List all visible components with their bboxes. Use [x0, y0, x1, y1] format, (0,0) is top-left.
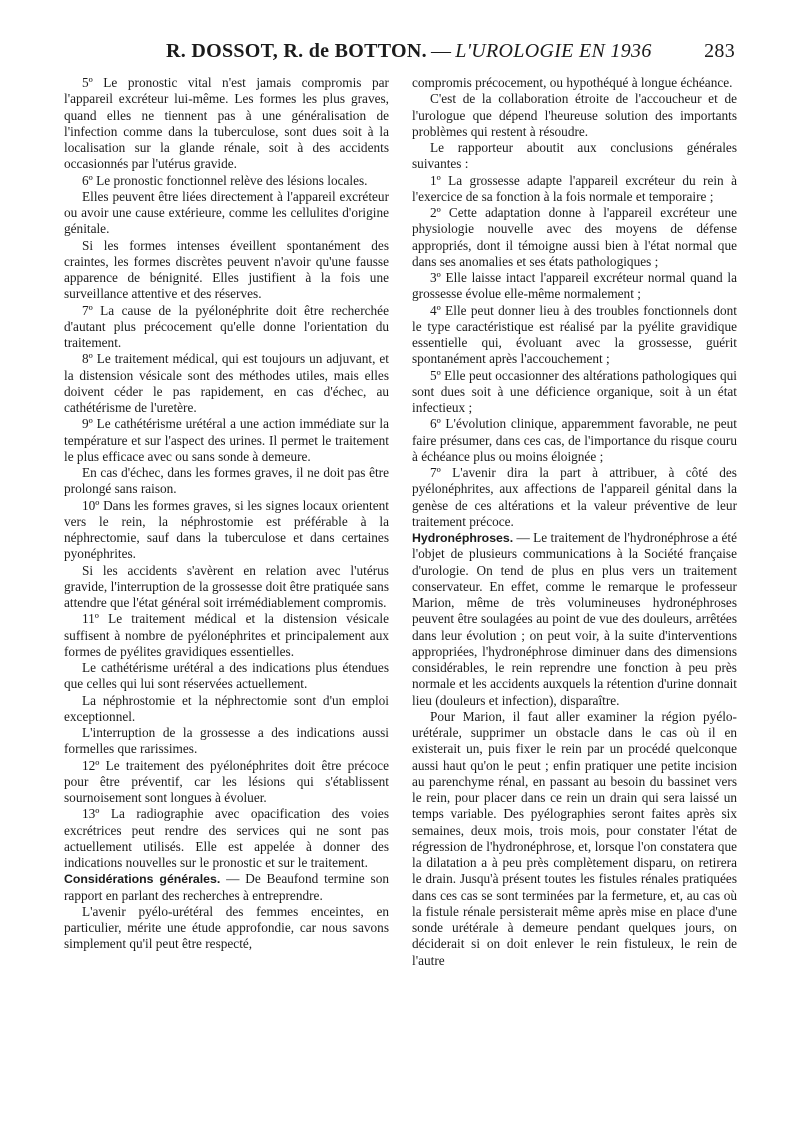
paragraph: Le rapporteur aboutit aux conclusions générales suivantes :	[412, 140, 737, 172]
paragraph: Le cathétérisme urétéral a des indications plus étendues que celles qui lui sont réservées actuellement.	[64, 660, 389, 692]
left-column	[64, 75, 389, 953]
right-column	[412, 75, 737, 969]
paragraph: 2º Cette adaptation donne à l'appareil excréteur une physiologie nouvelle avec des moyens de défense appropriés, dont il témoigne aussi bien à l'état normal que dans ses anomalies et ses états pathologiques ;	[412, 205, 737, 269]
paragraph: L'avenir pyélo-urétéral des femmes enceintes, en particulier, mérite une étude approfondie, car nous savons simplement qu'il peut être respecté,	[64, 903, 389, 952]
paragraph: 1º La grossesse adapte l'appareil excréteur du rein à l'exercice de sa fonction à la fois normale et temporaire ;	[412, 172, 737, 204]
header-authors: R. DOSSOT, R. de BOTTON.	[166, 40, 427, 62]
header-separator: —	[430, 40, 452, 62]
section-paragraph-considerations	[64, 871, 389, 904]
paragraph: En cas d'échec, dans les formes graves, il ne doit pas être prolongé sans raison.	[64, 465, 389, 497]
paragraph: 4º Elle peut donner lieu à des troubles fonctionnels dont le type caractéristique est réalisé par la pyélite gravidique essentielle qui, évoluant avec la grossesse, guérit spontanément après l'accouchement ;	[412, 302, 737, 367]
paragraph: 7º L'avenir dira la part à attribuer, à côté des pyélonéphrites, aux affections de l'appareil génital dans la genèse de ces altérations et la valeur préventive de leur traitement précoce.	[412, 465, 737, 529]
paragraph: La néphrostomie et la néphrectomie sont d'un emploi exceptionnel.	[64, 692, 389, 724]
paragraph: L'interruption de la grossesse a des indications aussi formelles que rarissimes.	[64, 725, 389, 757]
paragraph-text: — Le traitement de l'hydronéphrose a été l'objet de plusieurs communications à la Société française d'urologie. On tend de plus en plus vers un traitement conservateur. En effet, comme le remarque le professeur Marion, même de très volumineuses hydronéphroses peuvent être soulagées au point de vue des douleurs, arrêtées dans leur évolution ; on peut voir, à la suite d'interventions appropriées, l'hydronéphrose diminuer dans des dimensions considérables, le rein reprendre une fonction à peu près normale et les accidents auxquels la rétention d'urine donnait lieu (douleurs et infection), disparaître.	[412, 530, 737, 708]
section-heading-hydronephroses: Hydronéphroses.	[412, 531, 514, 545]
paragraph: 11º Le traitement médical et la distension vésicale suffisent à nombre de pyélonéphrites et principalement aux formes de pyélites gravidiques essentielles.	[64, 611, 389, 659]
section-heading-considerations: Considérations générales.	[64, 872, 221, 887]
paragraph: 6º L'évolution clinique, apparemment favorable, ne peut faire présumer, dans ces cas, de l'importance du risque couru à échéance plus ou moins éloignée ;	[412, 416, 737, 464]
paragraph: 12º Le traitement des pyélonéphrites doit être précoce pour être préventif, car les lésions qui s'établissent sournoisement sont longues à évoluer.	[64, 757, 389, 805]
paragraph: Si les formes intenses éveillent spontanément des craintes, les formes discrètes peuvent n'avoir qu'une fausse apparence de bénignité. Elles justifient à la fois une surveillance attentive et des réserves.	[64, 237, 389, 302]
section-paragraph-hydronephroses	[412, 530, 737, 709]
paragraph: 13º La radiographie avec opacification des voies excrétrices peut rendre des services qui ne sont pas actuellement utilisés. Elle est appelée à donner des indications nouvelles sur le pronostic et sur le traitement.	[64, 806, 389, 870]
page-header	[70, 40, 735, 68]
paragraph: compromis précocement, ou hypothéqué à longue échéance.	[412, 75, 733, 90]
paragraph: 7º La cause de la pyélonéphrite doit être recherchée d'autant plus précocement qu'elle donne l'orientation du traitement.	[64, 302, 389, 350]
paragraph: 9º Le cathétérisme urétéral a une action immédiate sur la température et sur l'aspect des urines. Il permet le traitement le plus efficace avec ou sans sonde à demeure.	[64, 416, 389, 464]
paragraph: Pour Marion, il faut aller examiner la région pyélo-urétérale, supprimer un obstacle dans le cas où il en existerait un, puis fixer le rein par un procédé quelconque aussi haut qu'on le peut ; enfin pratiquer une petite incision au parenchyme rénal, en passant au besoin du bassinet vers le rein, pour placer dans ce rein un drain qui sera laissé un temps variable. Des pyélographies seront faites après six semaines, deux mois, trois mois, pour constater l'état de régression de l'hydronéphrose, et, lorsque l'on constatera que la dilatation a à peu près complètement disparu, on retirera le drain. Jusqu'à présent toutes les fistules rénales pratiquées dans ces cas se sont terminées par la fermeture, et, au cas où la fistule rénale persisterait même après mise en place d'une sonde urétérale à demeure pendant quelques jours, on déciderait si on doit enlever le rein fistuleux, le rein de l'autre	[412, 708, 737, 968]
paragraph: 10º Dans les formes graves, si les signes locaux orientent vers le rein, la néphrostomie est préférable à la néphrectomie, sauf dans la tuberculose et dans certaines pyonéphrites.	[64, 497, 389, 562]
paragraph: 5º Le pronostic vital n'est jamais compromis par l'appareil excréteur lui-même. Les formes les plus graves, quand elles ne tiennent pas à une généralisation de l'infection comme dans la tuberculose, sont dues soit à la localisation sur la glande rénale, soit à des accidents occasionnés par l'utérus gravide.	[64, 75, 389, 172]
paragraph-text: — De Beaufond termine son rapport en parlant des recherches à entreprendre.	[64, 871, 389, 903]
page-number: 283	[704, 40, 735, 62]
paragraph: 6º Le pronostic fonctionnel relève des lésions locales.	[82, 172, 368, 188]
paragraph: 8º Le traitement médical, qui est toujours un adjuvant, et la distension vésicale sont des méthodes utiles, mais elles doivent céder le pas rapidement, en cas d'échec, au cathétérisme de l'uretère.	[64, 351, 389, 415]
paragraph: 5º Elle peut occasionner des altérations pathologiques qui sont dues soit à une déficience organique, soit à un état infectieux ;	[412, 367, 737, 415]
paragraph: Elles peuvent être liées directement à l'appareil excréteur ou avoir une cause extérieure, comme les cellulites d'origine génitale.	[64, 188, 389, 237]
paragraph: Si les accidents s'avèrent en relation avec l'utérus gravide, l'interruption de la grossesse doit être pratiquée sans attendre que l'état général soit irrémédiablement compromis.	[64, 562, 389, 610]
running-title	[166, 40, 652, 63]
paragraph: 3º Elle laisse intact l'appareil excréteur normal quand la grossesse évolue elle-même normalement ;	[412, 270, 737, 302]
header-journal-title: L'UROLOGIE EN 1936	[455, 40, 652, 62]
paragraph: C'est de la collaboration étroite de l'accoucheur et de l'urologue que dépend l'heureuse solution des importants problèmes qui restent à résoudre.	[412, 91, 737, 139]
